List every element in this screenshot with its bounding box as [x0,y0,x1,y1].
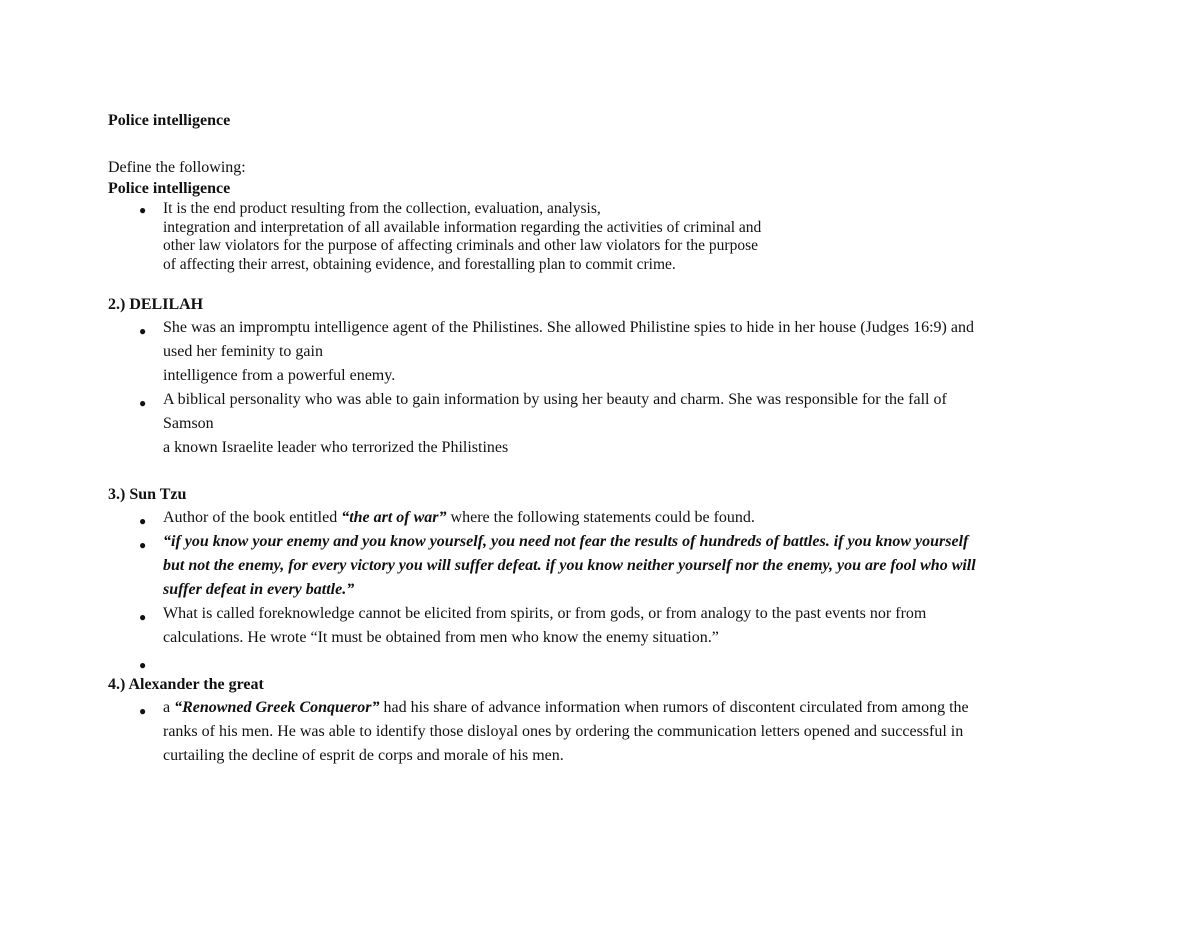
text-run: a [163,699,175,716]
text-line: intelligence from a powerful enemy. [163,367,396,384]
bullet-icon: ● [139,538,147,552]
list-item [108,316,1108,388]
section-heading-alexander: 4.) Alexander the great [108,676,264,693]
list-item [108,388,1108,460]
bullet-icon: ● [139,396,147,410]
bullet-list-delilah [108,316,1108,460]
text-line: It is the end product resulting from the collection, evaluation, analysis, [163,200,601,217]
document-page [108,111,1108,768]
text-line: used her feminity to gain [163,343,323,360]
list-item [108,506,1108,530]
text-run: Author of the book entitled [163,509,342,526]
section-heading-police-intelligence: Police intelligence [108,180,231,197]
bullet-icon: ● [139,203,147,217]
section-heading-sun-tzu: 3.) Sun Tzu [108,486,187,503]
text-line: A biblical personality who was able to gain information by using her beauty and charm. She was responsible for the fall of [163,391,947,408]
list-item [108,200,1108,274]
intro-text: Define the following: [108,159,246,176]
text-line: Samson [163,415,214,432]
spacer [108,460,1108,484]
text-line: integration and interpretation of all available information regarding the activities of criminal and [163,218,762,236]
text-line: ranks of his men. He was able to identify those disloyal ones by ordering the communication letters opened and successful in [163,723,964,740]
text-run: where the following statements could be found. [446,509,755,526]
quote-line: “if you know your enemy and you know yourself, you need not fear the results of hundreds of battles. if you know yourself [163,533,969,550]
text-line: She was an impromptu intelligence agent of the Philistines. She allowed Philistine spies to hide in her house (Judges 16:9) and [163,319,974,336]
text-line [163,696,1108,720]
text-line: calculations. He wrote “It must be obtained from men who know the enemy situation.” [163,629,719,646]
bullet-list-alexander [108,696,1108,768]
section-heading-delilah: 2.) DELILAH [108,296,204,313]
empty-list-item [108,650,1108,674]
list-item [108,696,1108,768]
bullet-list-sun-tzu [108,506,1108,674]
bullet-list-police-intelligence [108,200,1108,274]
text-line [163,506,1108,530]
text-line: a known Israelite leader who terrorized the Philistines [163,439,509,456]
spacer [108,274,1108,294]
quote-line: suffer defeat in every battle.” [163,581,355,598]
bullet-icon: ● [139,324,147,338]
bullet-icon: ● [139,610,147,624]
bullet-icon: ● [139,658,147,672]
epithet-emphasis: “Renowned Greek Conqueror” [174,699,380,716]
text-line: of affecting their arrest, obtaining evidence, and forestalling plan to commit crime. [163,255,676,273]
text-line: What is called foreknowledge cannot be elicited from spirits, or from gods, or from analogy to the past events nor from [163,605,927,622]
bullet-icon: ● [139,514,147,528]
text-run: had his share of advance information when rumors of discontent circulated from among the [379,699,969,716]
quote-line: but not the enemy, for every victory you will suffer defeat. if you know neither yourself nor the enemy, you are fool who will [163,557,976,574]
bullet-icon: ● [139,704,147,718]
list-item [108,530,1108,602]
text-line: other law violators for the purpose of affecting criminals and other law violators for the purpose [163,237,758,254]
text-line [163,650,1108,674]
document-title: Police intelligence [108,112,231,129]
book-title-emphasis: “the art of war” [341,509,447,526]
list-item [108,602,1108,650]
text-line: curtailing the decline of esprit de corps and morale of his men. [163,747,564,764]
